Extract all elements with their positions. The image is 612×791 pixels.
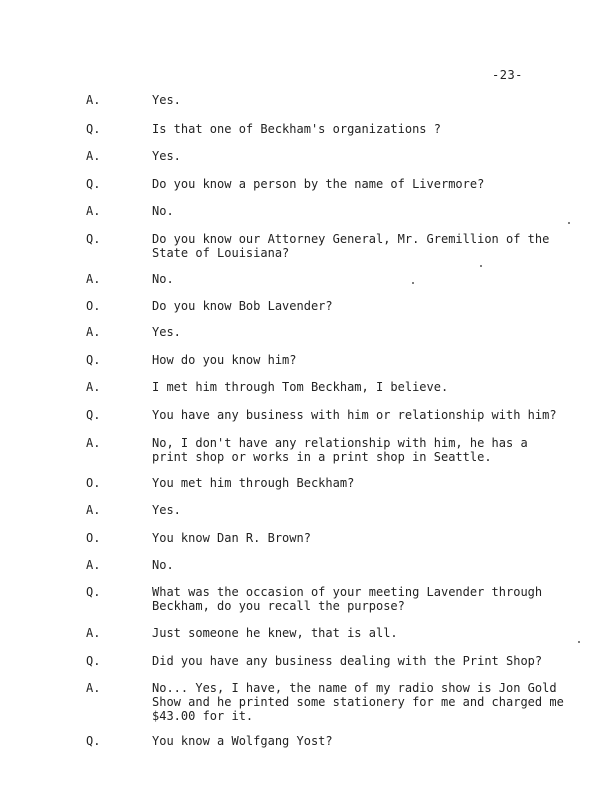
line-text: Do you know Bob Lavender? (152, 299, 333, 313)
scan-speck (480, 265, 482, 267)
speaker-label: O. (86, 531, 101, 545)
line-text: You met him through Beckham? (152, 476, 355, 490)
page-number: -23- (492, 68, 523, 82)
line-text: Yes. (152, 503, 181, 517)
line-text: You know Dan R. Brown? (152, 531, 311, 545)
speaker-label: A. (86, 93, 101, 107)
speaker-label: A. (86, 272, 101, 286)
line-text: You have any business with him or relationship with him? (152, 408, 557, 422)
speaker-label: O. (86, 299, 101, 313)
speaker-label: Q. (86, 177, 101, 191)
speaker-label: Q. (86, 232, 101, 246)
line-text: What was the occasion of your meeting Lavender through Beckham, do you recall the purpose? (152, 585, 543, 613)
line-text: No. (152, 272, 174, 286)
speaker-label: A. (86, 204, 101, 218)
line-text: No. (152, 558, 174, 572)
speaker-label: Q. (86, 654, 101, 668)
speaker-label: Q. (86, 353, 101, 367)
line-text: Just someone he knew, that is all. (152, 626, 398, 640)
line-text: Do you know a person by the name of Livermore? (152, 177, 485, 191)
line-text: I met him through Tom Beckham, I believe. (152, 380, 449, 394)
line-text: Yes. (152, 93, 181, 107)
speaker-label: O. (86, 476, 101, 490)
scan-speck (412, 282, 414, 284)
scan-speck (568, 222, 570, 224)
line-text: Is that one of Beckham's organizations ? (152, 122, 441, 136)
line-text: Did you have any business dealing with the Print Shop? (152, 654, 543, 668)
line-text: Yes. (152, 149, 181, 163)
scan-speck (578, 641, 580, 643)
speaker-label: A. (86, 325, 101, 339)
speaker-label: A. (86, 681, 101, 695)
speaker-label: A. (86, 380, 101, 394)
speaker-label: Q. (86, 122, 101, 136)
line-text: How do you know him? (152, 353, 297, 367)
speaker-label: A. (86, 503, 101, 517)
speaker-label: Q. (86, 585, 101, 599)
speaker-label: Q. (86, 408, 101, 422)
line-text: Do you know our Attorney General, Mr. Gremillion of the State of Louisiana? (152, 232, 550, 260)
speaker-label: A. (86, 626, 101, 640)
speaker-label: A. (86, 558, 101, 572)
line-text: No... Yes, I have, the name of my radio show is Jon Gold Show and he printed some stationery for me and charged me $43.00 for it. (152, 681, 564, 723)
speaker-label: Q. (86, 734, 101, 748)
line-text: Yes. (152, 325, 181, 339)
line-text: No, I don't have any relationship with him, he has a print shop or works in a print shop in Seattle. (152, 436, 528, 464)
speaker-label: A. (86, 149, 101, 163)
line-text: You know a Wolfgang Yost? (152, 734, 333, 748)
line-text: No. (152, 204, 174, 218)
speaker-label: A. (86, 436, 101, 450)
